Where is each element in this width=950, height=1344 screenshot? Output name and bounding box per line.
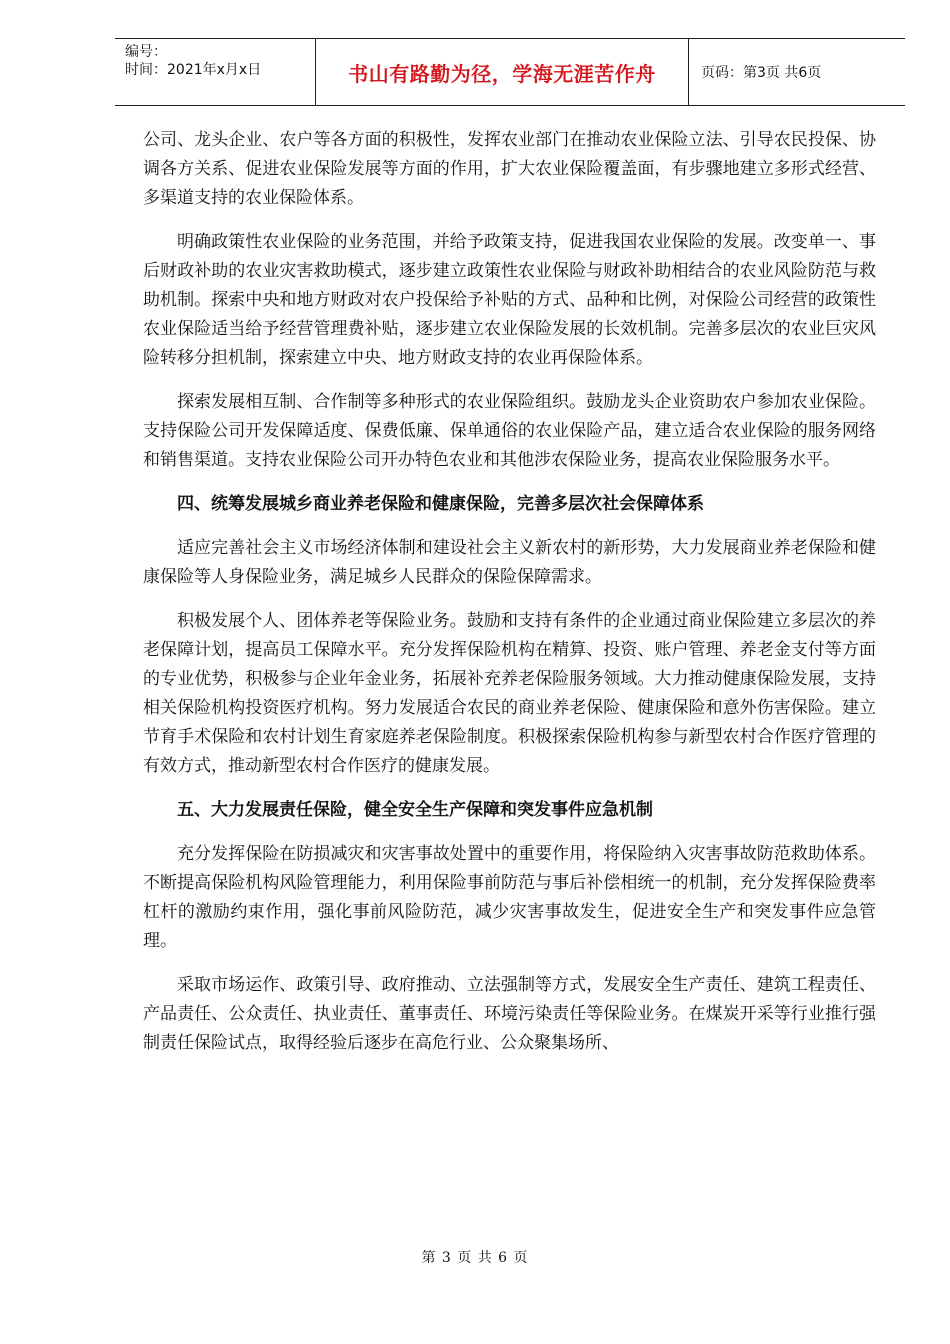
paragraph: 公司、龙头企业、农户等各方面的积极性，发挥农业部门在推动农业保险立法、引导农民投保、协调各方关系、促进农业保险发展等方面的作用，扩大农业保险覆盖面，有步骤地建立多形式经营、多渠道支持的农业保险体系。 — [143, 130, 876, 208]
paragraph: 探索发展相互制、合作制等多种形式的农业保险组织。鼓励龙头企业资助农户参加农业保险。支持保险公司开发保障适度、保费低廉、保单通俗的农业保险产品，建立适合农业保险的服务网络和销售渠道。支持农业保险公司开办特色农业和其他涉农保险业务，提高农业保险服务水平。 — [143, 392, 876, 470]
paragraph: 适应完善社会主义市场经济体制和建设社会主义新农村的新形势，大力发展商业养老保险和健康保险等人身保险业务，满足城乡人民群众的保险保障需求。 — [143, 538, 876, 587]
document-body — [143, 126, 876, 1073]
paragraph: 积极发展个人、团体养老等保险业务。鼓励和支持有条件的企业通过商业保险建立多层次的养老保障计划，提高员工保障水平。充分发挥保险机构在精算、投资、账户管理、养老金支付等方面的专业优势，积极参与企业年金业务，拓展补充养老保险服务领域。大力推动健康保险发展，支持相关保险机构投资医疗机构。努力发展适合农民的商业养老保险、健康保险和意外伤害保险。建立节育手术保险和农村计划生育家庭养老保险制度。积极探索保险机构参与新型农村合作医疗管理的有效方式，推动新型农村合作医疗的健康发展。 — [143, 611, 876, 776]
header-meta — [115, 39, 316, 105]
section-heading: 五、大力发展责任保险，健全安全生产保障和突发事件应急机制 — [177, 800, 653, 820]
section-heading: 四、统筹发展城乡商业养老保险和健康保险，完善多层次社会保障体系 — [177, 494, 704, 514]
header-motto: 书山有路勤为径，学海无涯苦作舟 — [316, 39, 689, 105]
paragraph: 充分发挥保险在防损减灾和灾害事故处置中的重要作用，将保险纳入灾害事故防范救助体系。不断提高保险机构风险管理能力，利用保险事前防范与事后补偿相统一的机制，充分发挥保险费率杠杆的激励约束作用，强化事前风险防范，减少灾害事故发生，促进安全生产和突发事件应急管理。 — [143, 844, 876, 951]
document-time-label: 时间：2021年x月x日 — [125, 62, 262, 78]
paragraph: 明确政策性农业保险的业务范围，并给予政策支持，促进我国农业保险的发展。改变单一、事后财政补助的农业灾害救助模式，逐步建立政策性农业保险与财政补助相结合的农业风险防范与救助机制。探索中央和地方财政对农户投保给予补贴的方式、品种和比例，对保险公司经营的政策性农业保险适当给予经营管理费补贴，逐步建立农业保险发展的长效机制。完善多层次的农业巨灾风险转移分担机制，探索建立中央、地方财政支持的农业再保险体系。 — [143, 232, 876, 368]
header-page-info: 页码：第3页 共6页 — [701, 65, 822, 81]
paragraph: 采取市场运作、政策引导、政府推动、立法强制等方式，发展安全生产责任、建筑工程责任、产品责任、公众责任、执业责任、董事责任、环境污染责任等保险业务。在煤炭开采等行业推行强制责任保险试点，取得经验后逐步在高危行业、公众聚集场所、 — [143, 975, 876, 1053]
document-number-label: 编号： — [125, 44, 167, 60]
page-footer: 第 3 页 共 6 页 — [421, 1250, 529, 1266]
page-header — [115, 38, 905, 106]
